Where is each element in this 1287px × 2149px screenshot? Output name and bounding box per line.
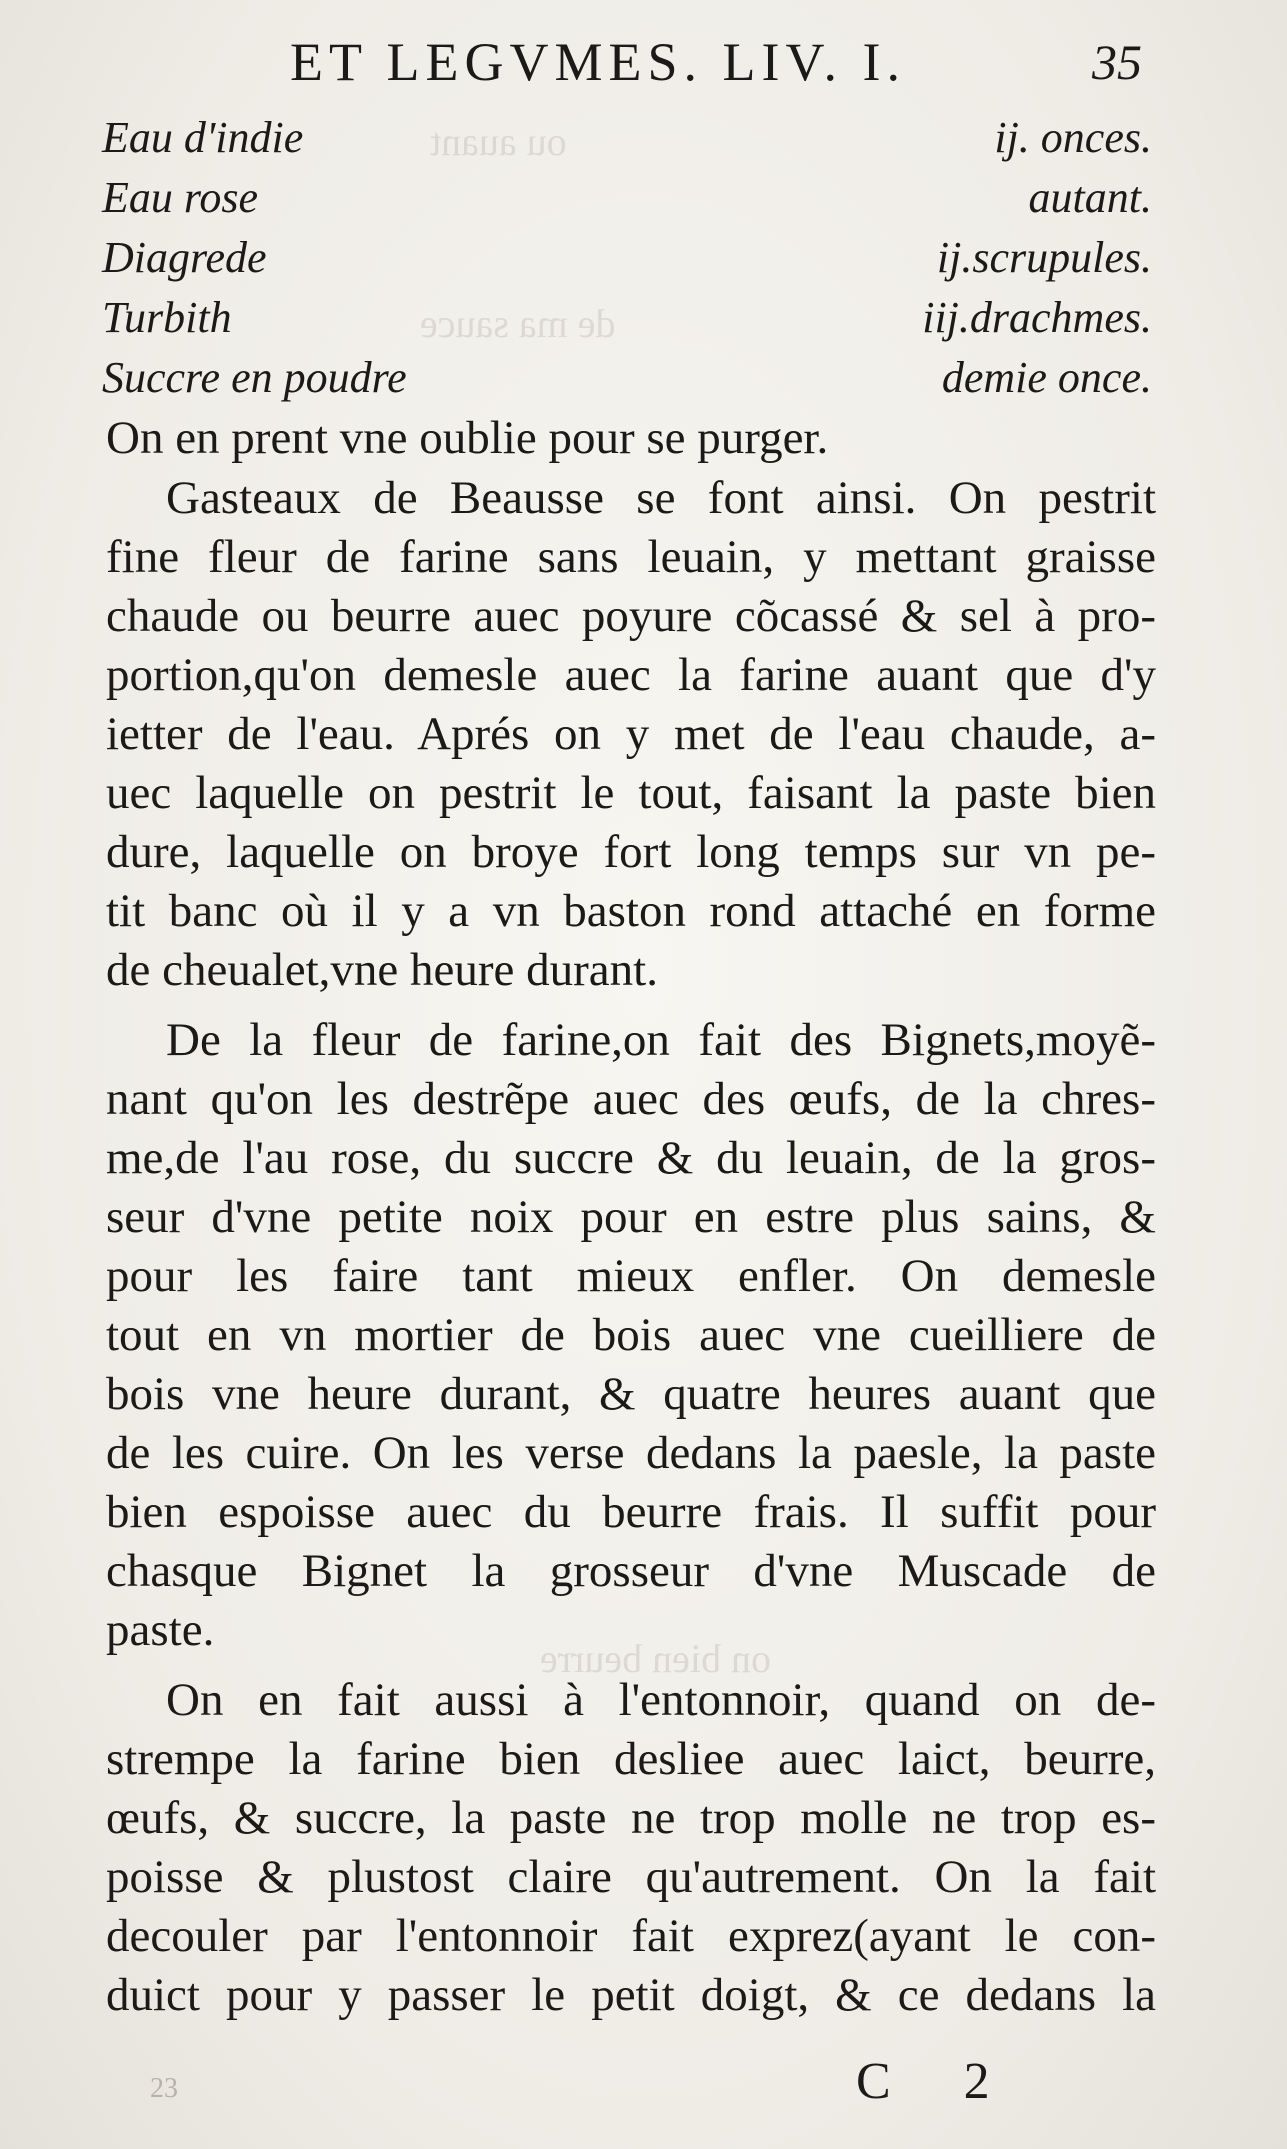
ingredient-name: Eau rose <box>102 173 259 222</box>
text-line: Gasteaux de Beausse se font ainsi. On pestrit <box>166 472 1156 524</box>
signature-mark: C 2 <box>856 2053 1020 2110</box>
text-line: decouler par l'entonnoir fait exprez(ayant le con- <box>106 1910 1156 1962</box>
text-line: uec laquelle on pestrit le tout, faisant la paste bien <box>106 767 1156 819</box>
ingredient-name: Succre en poudre <box>102 353 407 402</box>
text-line: chasque Bignet la grosseur d'vne Muscade de <box>106 1545 1156 1597</box>
text-line: paste. <box>106 1604 215 1656</box>
text-line: pour les faire tant mieux enfler. On demesle <box>106 1250 1156 1302</box>
text-line: tout en vn mortier de bois auec vne cueilliere de <box>106 1309 1156 1361</box>
text-line: bien espoisse auec du beurre frais. Il suffit pour <box>106 1486 1156 1538</box>
text-line: chaude ou beurre auec poyure cõcassé & sel à pro- <box>106 590 1156 642</box>
text-line: On en fait aussi à l'entonnoir, quand on de- <box>166 1674 1156 1726</box>
text-line: me,de l'au rose, du succre & du leuain, de la gros- <box>106 1132 1156 1184</box>
text-line: duict pour y passer le petit doigt, & ce dedans la <box>106 1969 1156 2021</box>
text-line: de les cuire. On les verse dedans la paesle, la paste <box>106 1427 1156 1479</box>
ingredient-name: Turbith <box>102 293 232 342</box>
text-line: strempe la farine bien desliee auec laict, beurre, <box>106 1733 1156 1785</box>
text-line: seur d'vne petite noix pour en estre plus sains, & <box>106 1191 1156 1243</box>
show-through-text: on bien beurre <box>540 1636 772 1681</box>
text-line: On en prent vne oublie pour se purger. <box>106 412 829 464</box>
text-line: dure, laquelle on broye fort long temps sur vn pe- <box>106 826 1156 878</box>
ingredient-quantity: iij.drachmes. <box>922 293 1152 342</box>
text-line: ietter de l'eau. Aprés on y met de l'eau chaude, a- <box>106 708 1156 760</box>
text-line: tit banc où il y a vn baston rond attaché en forme <box>106 885 1156 937</box>
text-line: fine fleur de farine sans leuain, y mettant graisse <box>106 531 1156 583</box>
ingredient-quantity: ij.scrupules. <box>936 233 1152 282</box>
ingredient-quantity: autant. <box>1028 173 1152 222</box>
text-line: poisse & plustost claire qu'autrement. On la fait <box>106 1851 1156 1903</box>
ingredient-name: Diagrede <box>102 233 267 282</box>
text-line: de cheualet,vne heure durant. <box>106 944 658 996</box>
ingredient-quantity: demie once. <box>941 353 1152 402</box>
show-through-text: ou auant <box>430 119 567 164</box>
show-through-text: de ma sauce <box>420 301 616 346</box>
text-line: œufs, & succre, la paste ne trop molle ne trop es- <box>106 1792 1156 1844</box>
page-number: 35 <box>1092 34 1142 90</box>
running-head: ET LEGVMES. LIV. I. <box>290 32 906 92</box>
text-line: portion,qu'on demesle auec la farine auant que d'y <box>106 649 1156 701</box>
marginal-mark: 23 <box>150 2073 178 2104</box>
text-line: De la fleur de farine,on fait des Bignets,moyẽ- <box>166 1014 1156 1066</box>
text-line: nant qu'on les destrẽpe auec des œufs, de la chres- <box>106 1073 1156 1125</box>
ingredient-name: Eau d'indie <box>102 113 304 162</box>
text-line: bois vne heure durant, & quatre heures auant que <box>106 1368 1156 1420</box>
ingredient-quantity: ij. onces. <box>994 113 1152 162</box>
